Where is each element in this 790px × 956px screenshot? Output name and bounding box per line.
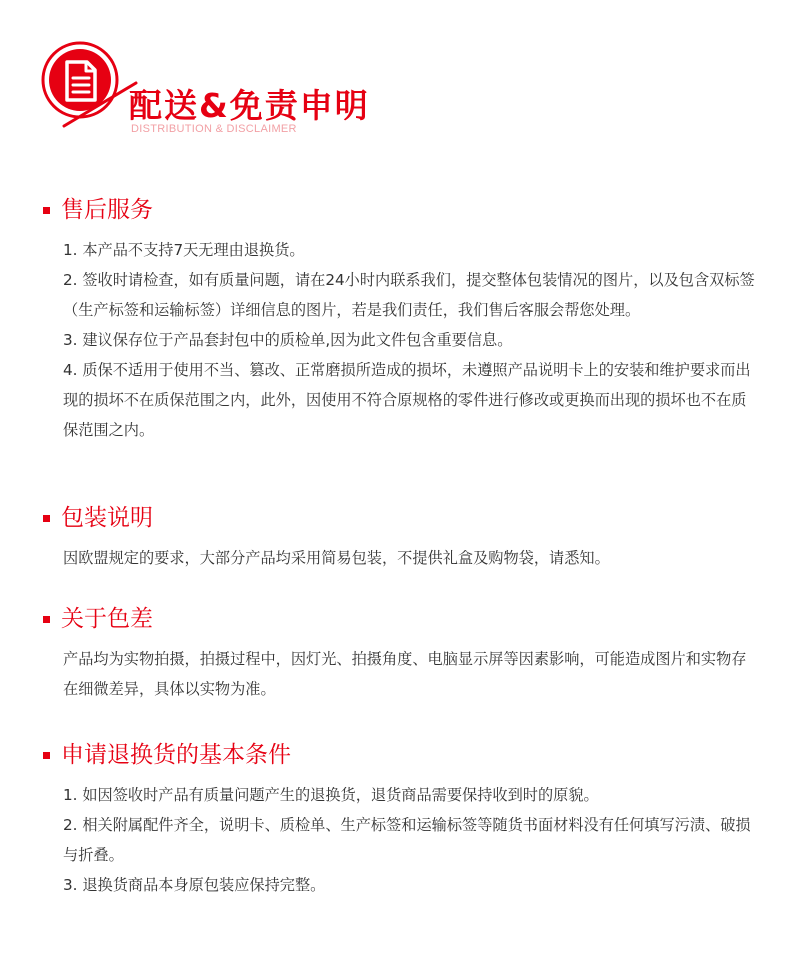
list-item: 3. 退换货商品本身原包装应保持完整。 — [63, 876, 326, 894]
list-item: 3. 建议保存位于产品套封包中的质检单,因为此文件包含重要信息。 — [63, 331, 513, 349]
page-title: 配送&免责申明 — [129, 86, 370, 125]
section-body — [63, 780, 755, 900]
section-title: 申请退换货的基本条件 — [61, 742, 291, 768]
square-bullet-icon — [43, 752, 50, 759]
list-item: 因欧盟规定的要求，大部分产品均采用简易包装，不提供礼盒及购物袋，请悉知。 — [63, 549, 610, 567]
square-bullet-icon — [43, 207, 50, 214]
list-item: 2. 相关附属配件齐全，说明卡、质检单、生产标签和运输标签等随货书面材料没有任何填写污渍、破损与折叠。 — [63, 816, 751, 864]
page-subtitle: DISTRIBUTION & DISCLAIMER — [131, 123, 297, 135]
list-item: 产品均为实物拍摄，拍摄过程中，因灯光、拍摄角度、电脑显示屏等因素影响，可能造成图片和实物存在细微差异，具体以实物为准。 — [63, 650, 747, 698]
section-body — [63, 235, 755, 445]
section-title: 包装说明 — [61, 505, 153, 531]
list-item: 2. 签收时请检查，如有质量问题，请在24小时内联系我们，提交整体包装情况的图片，以及包含双标签（生产标签和运输标签）详细信息的图片，若是我们责任，我们售后客服会帮您处理。 — [63, 271, 755, 319]
list-item: 4. 质保不适用于使用不当、篡改、正常磨损所造成的损坏，未遵照产品说明卡上的安装和维护要求而出现的损坏不在质保范围之内，此外，因使用不符合原规格的零件进行修改或更换而出现的损坏也不在质保范围之内。 — [63, 361, 751, 439]
document-circle-icon — [40, 40, 140, 140]
section-body — [63, 543, 755, 573]
list-item: 1. 如因签收时产品有质量问题产生的退换货，退货商品需要保持收到时的原貌。 — [63, 786, 599, 804]
section-title: 关于色差 — [61, 606, 153, 632]
square-bullet-icon — [43, 515, 50, 522]
page-header — [0, 0, 790, 150]
square-bullet-icon — [43, 616, 50, 623]
section-title: 售后服务 — [61, 197, 153, 223]
section-body — [63, 644, 755, 704]
list-item: 1. 本产品不支持7天无理由退换货。 — [63, 241, 305, 259]
